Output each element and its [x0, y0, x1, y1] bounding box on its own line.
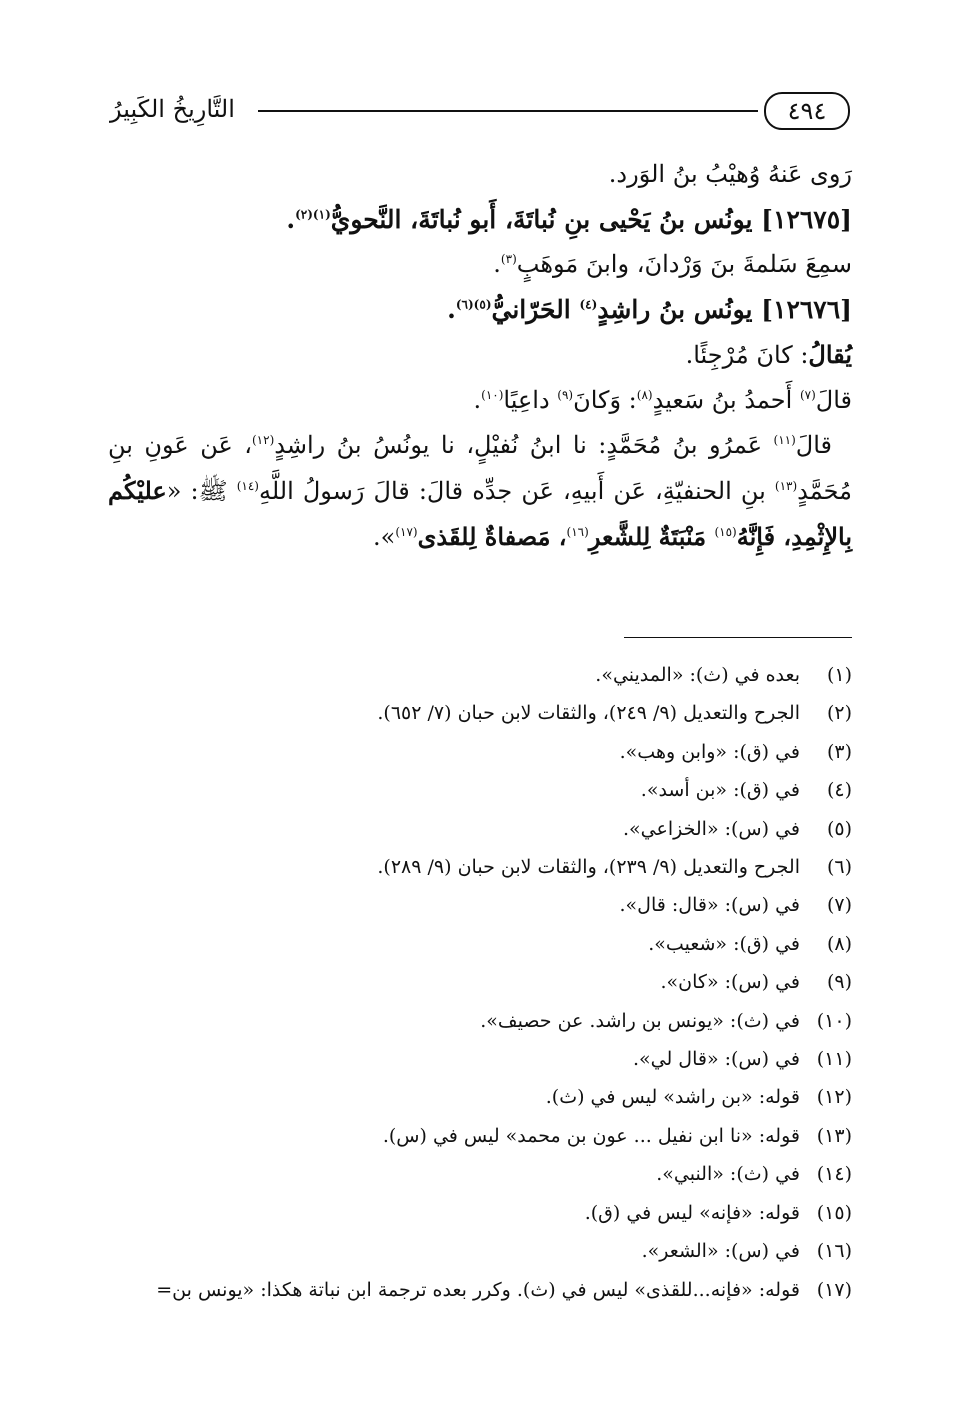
- text-line: [108, 332, 852, 378]
- footnote-ref: (٣): [500, 252, 517, 266]
- footnote-number: (١٤): [816, 1163, 852, 1186]
- narration-text: قالَ: [815, 386, 852, 414]
- hadith-text: مَنْبَتَةٌ لِلشَّعرِ: [588, 522, 715, 551]
- punctuation: ».: [373, 523, 396, 551]
- footnote-number: (٥): [826, 817, 852, 840]
- footnote: [108, 963, 852, 1001]
- footnote-number: (٦): [826, 856, 852, 879]
- footnote-ref: (٧): [799, 388, 816, 402]
- narration-text: عَمرُو بنُ مُحَمَّدٍ: نا ابنُ نُفيْلٍ، نا يونُسُ بنُ راشِدٍ: [274, 431, 774, 459]
- footnote-text: الجرح والتعديل (٩/ ٢٣٩)، والثقات لابن حبان (٩/ ٢٨٩).: [377, 856, 800, 879]
- footnote-ref: (١٤): [236, 479, 259, 493]
- footnote: [108, 656, 852, 694]
- footnote-number: (٨): [826, 932, 852, 955]
- narration-text: : كانَ مُرْجِئًا.: [685, 341, 809, 369]
- entry-heading-nisba: الحَرّانيُّ: [491, 295, 580, 324]
- text-line: [108, 152, 852, 197]
- footnote: [108, 1002, 852, 1040]
- footnote-number: (١٢): [816, 1086, 852, 1109]
- page-number: ٤٩٤: [764, 92, 850, 130]
- footnote-text: في (ث): «يونس بن راشد. عن حصيف».: [480, 1009, 800, 1032]
- text-line: [108, 242, 852, 287]
- hadith-text: ، مَصفاةٌ لِلقَذى: [417, 522, 567, 551]
- narration-text: ﷺ: «: [166, 477, 237, 505]
- footnote-text: في (س): «الشعر».: [641, 1240, 800, 1263]
- punctuation: .: [493, 250, 501, 278]
- footnote: [108, 771, 852, 809]
- footnote-text: في (ق): «بن أسد».: [640, 779, 800, 802]
- footnote: [108, 1271, 852, 1309]
- footnote-number: (١): [826, 664, 852, 686]
- footnote-number: (٣): [826, 740, 852, 763]
- narration-text: بنِ الحنفيّةِ، عَن أَبيهِ، عَن جدِّه قالَ: قالَ رَسولُ اللَّهِ: [258, 477, 775, 505]
- footnote: [108, 1194, 852, 1232]
- entry-heading: [١٢٦٧٥] يونُس بنُ يَحْيى بنِ نُباتَةَ، أَبو نُباتَةَ، النَّحويُّ: [330, 205, 852, 234]
- punctuation: .: [447, 295, 456, 324]
- page-header: [110, 90, 850, 130]
- footnote-text: في (س): «قال: قال».: [619, 894, 800, 917]
- footnote-ref: (٥)(٦): [455, 297, 492, 312]
- emphasized-word: يُقالُ: [808, 340, 852, 369]
- hadith-paragraph: [108, 423, 852, 560]
- footnote-ref: (١٢): [251, 433, 275, 447]
- text-line: [108, 378, 852, 423]
- footnote-number: (٩): [826, 971, 852, 994]
- footnote-ref: (١٧): [395, 525, 418, 539]
- footnote-text: في (ث): «النبي».: [656, 1163, 800, 1186]
- footnote-ref: (١)(٢): [295, 207, 331, 222]
- punctuation: .: [473, 386, 482, 414]
- narration-text: أَحمدُ بنُ سَعيدٍ: [652, 386, 800, 414]
- footnote-ref: (١٠): [481, 388, 504, 402]
- footnote: [108, 1040, 852, 1078]
- footnote: [108, 848, 852, 886]
- narration-text: داعِيًا: [503, 386, 558, 414]
- footnote-number: (١٠): [816, 1009, 852, 1032]
- footnote: [108, 925, 852, 963]
- footnote-number: (١٥): [816, 1201, 852, 1224]
- footnote-text: بعده في (ث): «المديني».: [595, 664, 800, 686]
- footnote-ref: (١٦): [566, 525, 589, 539]
- footnote: [108, 810, 852, 848]
- hadith-text: عليْكُم بِالإِثْمِدِ، فَإِنَّهُ: [108, 476, 852, 551]
- header-rule: [258, 110, 758, 112]
- footnote-ref: (١٥): [714, 525, 737, 539]
- footnote: [108, 1155, 852, 1193]
- footnote-text: قوله: «نا ابن نفيل ... عون بن محمد» ليس في (س).: [382, 1124, 800, 1147]
- footnote-number: (٢): [826, 702, 852, 725]
- biography-entry: [108, 287, 852, 332]
- footnote-text: قوله: «فإنه» ليس في (ق).: [584, 1201, 800, 1224]
- entry-heading: [١٢٦٧٦] يونُس بنُ راشِدٍ: [597, 295, 852, 324]
- footnote-ref: (١٣): [774, 479, 798, 493]
- footnotes-list: [108, 656, 852, 1309]
- footnote-separator: [624, 637, 852, 638]
- footnote: [108, 733, 852, 771]
- footnote-ref: (٤): [579, 297, 598, 312]
- footnote-text: الجرح والتعديل (٩/ ٢٤٩)، والثقات لابن حبان (٧/ ٦٥٢).: [377, 702, 800, 725]
- narration-text: رَوى عَنهُ وُهيْبُ بنُ الوَرد.: [608, 160, 852, 188]
- narration-text: ، عَن عَونِ بنِ مُحَمَّدٍ: [108, 431, 852, 505]
- footnote-text: قوله: «بن راشد» ليس في (ث).: [545, 1086, 800, 1109]
- footnote-number: (٤): [826, 779, 852, 802]
- footnote-number: (٧): [826, 894, 852, 917]
- footnote-ref: (١١): [773, 433, 796, 447]
- footnote-text: في (س): «الخزاعي».: [623, 817, 800, 840]
- main-text: [108, 152, 852, 560]
- footnote: [108, 1117, 852, 1155]
- narration-text: : وَكانَ: [573, 386, 637, 414]
- narration-text: سمِعَ سَلمةَ بنَ وَرْدانَ، وابنَ مَوهَبٍ: [516, 250, 852, 278]
- footnote: [108, 694, 852, 732]
- punctuation: .: [286, 205, 296, 234]
- footnote-text: في (س): «كان».: [660, 971, 800, 994]
- footnote: [108, 1232, 852, 1270]
- narration-text: قالَ: [795, 431, 832, 459]
- footnote-text: في (س): «قال لي».: [632, 1048, 800, 1071]
- footnote-ref: (٨): [636, 388, 653, 402]
- footnote-ref: (٩): [557, 388, 574, 402]
- footnote-number: (١٣): [816, 1124, 852, 1147]
- footnote-number: (١٧): [816, 1278, 852, 1301]
- footnote: [108, 886, 852, 924]
- book-title: التَّارِيخُ الكَبِيرُ: [110, 95, 235, 123]
- biography-entry: [108, 197, 852, 242]
- footnote: [108, 1078, 852, 1116]
- footnote-number: (١٦): [816, 1240, 852, 1263]
- footnote-text: في (ق): «شعيب».: [648, 932, 800, 955]
- footnote-number: (١١): [816, 1048, 852, 1071]
- footnote-text: في (ق): «وابن وهب».: [619, 740, 800, 763]
- footnote-text: قوله: «فإنه...للقذى» ليس في (ث). وكرر بعده ترجمة ابن نباتة هكذا: «يونس بن=: [156, 1278, 800, 1301]
